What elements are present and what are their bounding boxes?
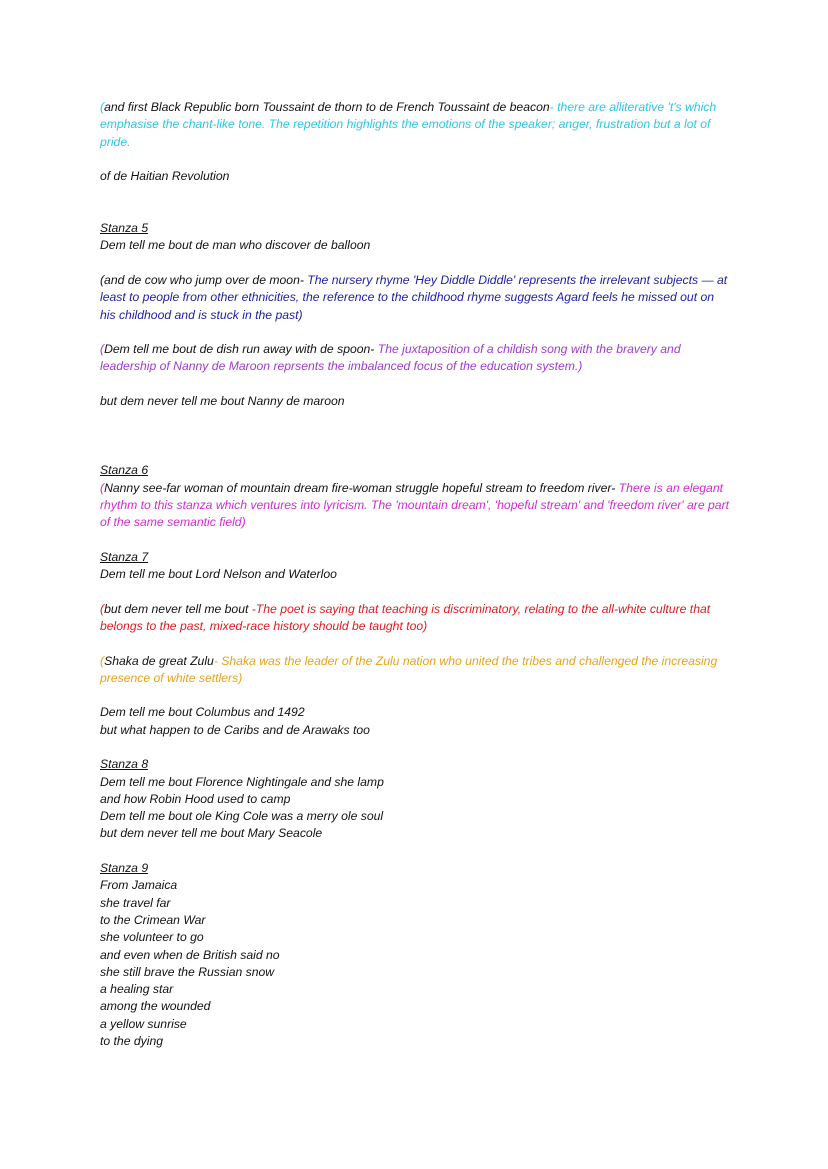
annotated-paragraph-shaka xyxy=(100,653,732,688)
stanza-7 xyxy=(100,549,732,584)
poem-line: Dem tell me bout de man who discover de balloon xyxy=(100,238,371,253)
poem-line: she travel far xyxy=(100,895,171,910)
annotation-note: -The poet is saying that teaching is discriminatory, relating to the all-white culture that belongs to the past, mixed-race history should be taught too) xyxy=(100,601,711,633)
poem-line: Dem tell me bout Florence Nightingale and she lamp xyxy=(100,774,384,789)
poem-line: but dem never tell me bout Mary Seacole xyxy=(100,826,323,841)
annotation-note: There is an elegant rhythm to this stanza which ventures into lyricism. The 'mountain dream', 'hopeful stream' and 'freedom river' are part of the same semantic field) xyxy=(100,480,730,530)
annotation-note: The nursery rhyme 'Hey Diddle Diddle' represents the irrelevant subjects — at least to people from other ethnicities, the reference to the childhood rhyme suggests Agard feels he missed out on his childhood and is stuck in the past) xyxy=(100,272,728,322)
open-paren: ( xyxy=(100,653,105,668)
poem-line: of de Haitian Revolution xyxy=(100,169,230,184)
annotation-note: - there are alliterative 't's which emphasise the chant-like tone. The repetition highlights the emotions of the speaker; anger, frustration but a lot of pride. xyxy=(100,100,717,149)
annotated-paragraph-dish xyxy=(100,341,732,376)
document-page xyxy=(100,99,732,1068)
stanza-6 xyxy=(100,462,732,531)
poem-line: but dem never tell me bout Nanny de maroon xyxy=(100,394,345,409)
poem-line: she volunteer to go xyxy=(100,930,204,945)
poem-line: a yellow sunrise xyxy=(100,1016,187,1031)
poem-line: to the dying xyxy=(100,1034,164,1049)
annotated-paragraph-cow xyxy=(100,272,732,324)
stanza-9 xyxy=(100,860,732,1050)
poem-quote: and first Black Republic born Toussaint de thorn to de French Toussaint de beacon xyxy=(104,100,550,114)
stanza-5 xyxy=(100,220,732,255)
poem-quote: Dem tell me bout de dish run away with de spoon- xyxy=(104,342,375,357)
stanza-heading: Stanza 6 xyxy=(100,463,149,478)
poem-line: but what happen to de Caribs and de Arawaks too xyxy=(100,722,370,737)
annotated-paragraph-never-tell xyxy=(100,601,732,636)
poem-line: From Jamaica xyxy=(100,878,178,893)
poem-quote: Nanny see-far woman of mountain dream fire-woman struggle hopeful stream to freedom river- xyxy=(104,480,616,495)
stanza-8 xyxy=(100,756,732,842)
poem-line: Dem tell me bout Lord Nelson and Waterloo xyxy=(100,567,337,582)
poem-line: and how Robin Hood used to camp xyxy=(100,791,291,806)
poem-line: to the Crimean War xyxy=(100,912,206,927)
open-paren: ( xyxy=(100,100,105,114)
poem-line: Dem tell me bout Columbus and 1492 xyxy=(100,705,305,720)
poem-line: Dem tell me bout ole King Cole was a merry ole soul xyxy=(100,809,384,824)
poem-line: among the wounded xyxy=(100,999,211,1014)
open-paren: ( xyxy=(100,601,105,616)
poem-line: a healing star xyxy=(100,982,174,997)
poem-quote: but dem never tell me bout xyxy=(104,601,252,616)
stanza-heading: Stanza 7 xyxy=(100,549,149,564)
poem-line: she still brave the Russian snow xyxy=(100,964,275,979)
poem-line: and even when de British said no xyxy=(100,947,280,962)
open-paren: ( xyxy=(100,342,105,357)
annotated-paragraph-toussaint xyxy=(100,99,732,151)
stanza-heading: Stanza 8 xyxy=(100,757,149,772)
poem-quote: (and de cow who jump over de moon- xyxy=(100,272,304,287)
stanza-heading: Stanza 9 xyxy=(100,861,149,876)
stanza-heading: Stanza 5 xyxy=(100,221,149,236)
annotation-note: The juxtaposition of a childish song with the bravery and leadership of Nanny de Maroon reprsents the imbalanced focus of the education system.) xyxy=(100,342,681,374)
annotation-note: - Shaka was the leader of the Zulu nation who united the tribes and challenged the increasing presence of white settlers) xyxy=(100,653,718,685)
open-paren: ( xyxy=(100,480,105,495)
poem-lines-columbus xyxy=(100,704,732,739)
poem-quote: Shaka de great Zulu xyxy=(104,653,214,668)
